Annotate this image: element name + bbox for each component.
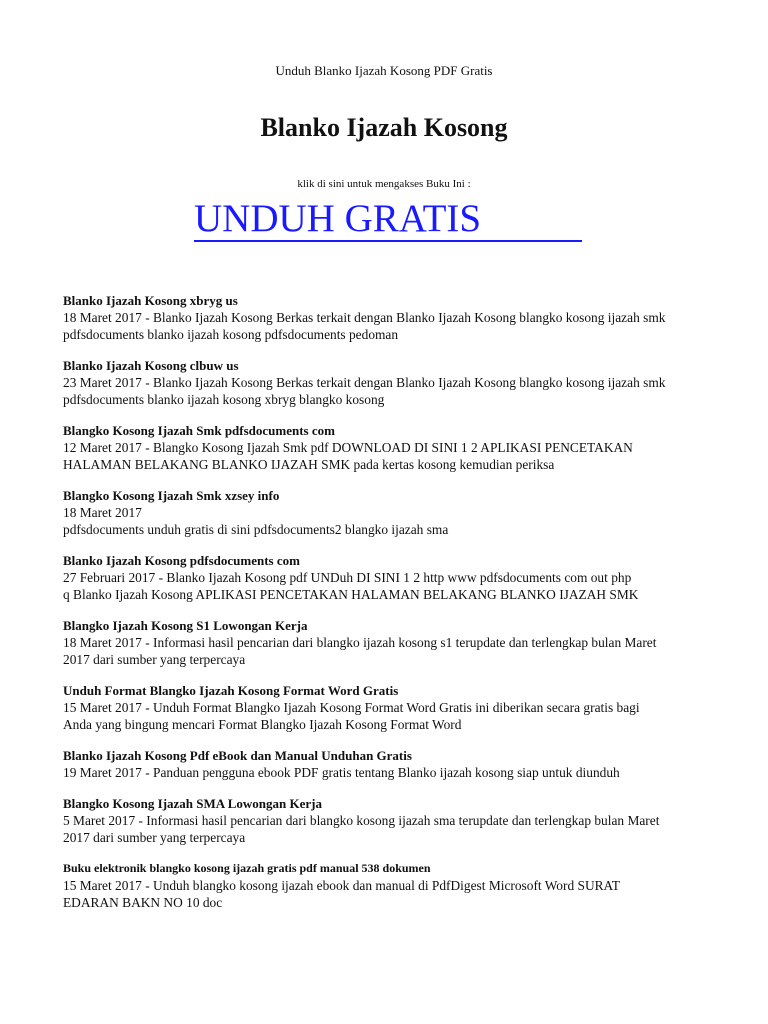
entry-description-line: 18 Maret 2017 - Informasi hasil pencarian dari blangko ijazah kosong s1 terupdate dan terlengkap bulan Maret — [63, 635, 657, 650]
entry-title: Blanko Ijazah Kosong Pdf eBook dan Manual Unduhan Gratis — [63, 748, 412, 763]
entry-description-line: 18 Maret 2017 — [63, 505, 142, 520]
entry-description-line: pdfsdocuments unduh gratis di sini pdfsdocuments2 blangko ijazah sma — [63, 522, 449, 537]
entry-description-line: HALAMAN BELAKANG BLANKO IJAZAH SMK pada kertas kosong kemudian periksa — [63, 457, 555, 472]
download-link[interactable]: UNDUH GRATIS — [194, 198, 582, 242]
page-title: Blanko Ijazah Kosong — [260, 113, 508, 142]
entry-title: Blangko Ijazah Kosong S1 Lowongan Kerja — [63, 618, 308, 633]
entry-description-line: 19 Maret 2017 - Panduan pengguna ebook PDF gratis tentang Blanko ijazah kosong siap untuk diunduh — [63, 765, 620, 780]
list-item — [63, 552, 703, 603]
list-item — [63, 422, 703, 473]
list-item — [63, 747, 703, 781]
list-item — [63, 795, 703, 846]
entry-description-line: EDARAN BAKN NO 10 doc — [63, 895, 223, 910]
entry-description-line: pdfsdocuments blanko ijazah kosong pdfsdocuments pedoman — [63, 327, 399, 342]
entry-title: Buku elektronik blangko kosong ijazah gratis pdf manual 538 dokumen — [63, 861, 431, 875]
entry-title: Blangko Kosong Ijazah Smk xzsey info — [63, 488, 280, 503]
top-line: Unduh Blanko Ijazah Kosong PDF Gratis — [275, 63, 493, 78]
list-item — [63, 292, 703, 343]
entry-title: Blanko Ijazah Kosong xbryg us — [63, 293, 238, 308]
entry-description-line: 2017 dari sumber yang terpercaya — [63, 652, 246, 667]
click-note: klik di sini untuk mengakses Buku Ini : — [297, 178, 471, 190]
entry-description-line: pdfsdocuments blanko ijazah kosong xbryg blangko kosong — [63, 392, 385, 407]
list-item — [63, 617, 703, 668]
entry-list — [63, 292, 703, 925]
entry-title: Blanko Ijazah Kosong clbuw us — [63, 358, 239, 373]
list-item — [63, 487, 703, 538]
list-item — [63, 860, 703, 911]
entry-description-line: 15 Maret 2017 - Unduh blangko kosong ijazah ebook dan manual di PdfDigest Microsoft Word SURAT — [63, 878, 620, 893]
entry-description-line: 18 Maret 2017 - Blanko Ijazah Kosong Berkas terkait dengan Blanko Ijazah Kosong blangko kosong ijazah smk — [63, 310, 666, 325]
list-item — [63, 682, 703, 733]
entry-description-line: 27 Februari 2017 - Blanko Ijazah Kosong pdf UNDuh DI SINI 1 2 http www pdfsdocuments com out php — [63, 570, 632, 585]
entry-description-line: q Blanko Ijazah Kosong APLIKASI PENCETAKAN HALAMAN BELAKANG BLANKO IJAZAH SMK — [63, 587, 639, 602]
entry-description-line: 23 Maret 2017 - Blanko Ijazah Kosong Berkas terkait dengan Blanko Ijazah Kosong blangko kosong ijazah smk — [63, 375, 666, 390]
entry-title: Blangko Kosong Ijazah Smk pdfsdocuments com — [63, 423, 335, 438]
entry-description-line: 12 Maret 2017 - Blangko Kosong Ijazah Smk pdf DOWNLOAD DI SINI 1 2 APLIKASI PENCETAKAN — [63, 440, 633, 455]
entry-title: Unduh Format Blangko Ijazah Kosong Format Word Gratis — [63, 683, 399, 698]
entry-title: Blanko Ijazah Kosong pdfsdocuments com — [63, 553, 300, 568]
entry-description-line: 2017 dari sumber yang terpercaya — [63, 830, 246, 845]
entry-description-line: Anda yang bingung mencari Format Blangko Ijazah Kosong Format Word — [63, 717, 462, 732]
entry-title: Blangko Kosong Ijazah SMA Lowongan Kerja — [63, 796, 322, 811]
entry-description-line: 5 Maret 2017 - Informasi hasil pencarian dari blangko kosong ijazah sma terupdate dan terlengkap bulan Maret — [63, 813, 660, 828]
list-item — [63, 357, 703, 408]
entry-description-line: 15 Maret 2017 - Unduh Format Blangko Ijazah Kosong Format Word Gratis ini diberikan secara gratis bagi — [63, 700, 640, 715]
